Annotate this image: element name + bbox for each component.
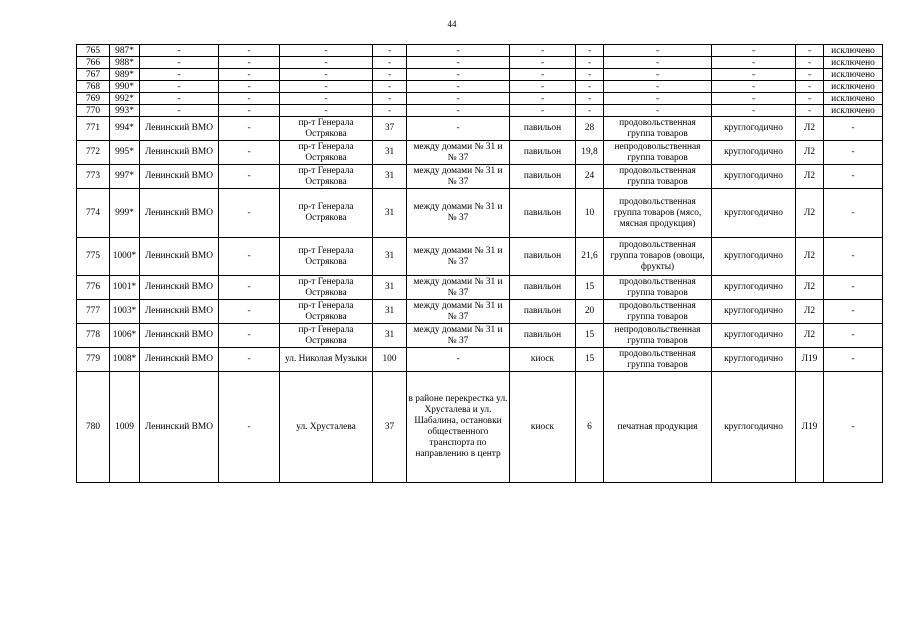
locality: - bbox=[219, 105, 280, 117]
period: круглогодично bbox=[712, 324, 796, 348]
row-number: 778 bbox=[77, 324, 110, 348]
scheme-code: Л2 bbox=[796, 189, 824, 238]
district: Ленинский ВМО bbox=[140, 300, 219, 324]
object-number: 994* bbox=[110, 117, 140, 141]
landmark: - bbox=[407, 81, 510, 93]
area: 15 bbox=[576, 348, 604, 372]
house: 100 bbox=[373, 348, 407, 372]
scheme-code: Л2 bbox=[796, 324, 824, 348]
landmark: - bbox=[407, 93, 510, 105]
area: 15 bbox=[576, 276, 604, 300]
district: - bbox=[140, 93, 219, 105]
landmark: - bbox=[407, 57, 510, 69]
area: 24 bbox=[576, 165, 604, 189]
house: - bbox=[373, 45, 407, 57]
period: круглогодично bbox=[712, 372, 796, 483]
house: - bbox=[373, 105, 407, 117]
object-number: 988* bbox=[110, 57, 140, 69]
street: пр-т Генерала Острякова bbox=[280, 238, 373, 276]
street: - bbox=[280, 105, 373, 117]
table-row bbox=[77, 105, 883, 117]
object-type: киоск bbox=[510, 348, 576, 372]
house: 31 bbox=[373, 141, 407, 165]
district: Ленинский ВМО bbox=[140, 117, 219, 141]
object-type: - bbox=[510, 105, 576, 117]
specialization: - bbox=[604, 81, 712, 93]
scheme-code: - bbox=[796, 57, 824, 69]
object-type: павильон bbox=[510, 117, 576, 141]
specialization: непродовольственная группа товаров bbox=[604, 141, 712, 165]
table-row bbox=[77, 238, 883, 276]
locality: - bbox=[219, 69, 280, 81]
specialization: - bbox=[604, 69, 712, 81]
page-number: 44 bbox=[447, 19, 457, 29]
row-number: 766 bbox=[77, 57, 110, 69]
street: - bbox=[280, 57, 373, 69]
area: 20 bbox=[576, 300, 604, 324]
period: круглогодично bbox=[712, 300, 796, 324]
period: - bbox=[712, 105, 796, 117]
period: круглогодично bbox=[712, 348, 796, 372]
note: - bbox=[824, 117, 883, 141]
table-row bbox=[77, 348, 883, 372]
table-row bbox=[77, 117, 883, 141]
note: - bbox=[824, 141, 883, 165]
scheme-code: - bbox=[796, 45, 824, 57]
note: - bbox=[824, 324, 883, 348]
object-type: павильон bbox=[510, 189, 576, 238]
object-number: 993* bbox=[110, 105, 140, 117]
specialization: - bbox=[604, 105, 712, 117]
street: - bbox=[280, 45, 373, 57]
note: - bbox=[824, 348, 883, 372]
note: исключено bbox=[824, 69, 883, 81]
scheme-code: Л2 bbox=[796, 238, 824, 276]
object-number: 997* bbox=[110, 165, 140, 189]
house: 31 bbox=[373, 276, 407, 300]
object-type: павильон bbox=[510, 300, 576, 324]
note: - bbox=[824, 165, 883, 189]
landmark: - bbox=[407, 69, 510, 81]
note: - bbox=[824, 189, 883, 238]
object-number: 1006* bbox=[110, 324, 140, 348]
locality: - bbox=[219, 324, 280, 348]
object-type: - bbox=[510, 81, 576, 93]
object-number: 1001* bbox=[110, 276, 140, 300]
specialization: продовольственная группа товаров bbox=[604, 348, 712, 372]
house: - bbox=[373, 93, 407, 105]
area: 28 bbox=[576, 117, 604, 141]
table-row bbox=[77, 141, 883, 165]
landmark: между домами № 31 и № 37 bbox=[407, 324, 510, 348]
object-number: 990* bbox=[110, 81, 140, 93]
object-type: - bbox=[510, 69, 576, 81]
row-number: 780 bbox=[77, 372, 110, 483]
street: пр-т Генерала Острякова bbox=[280, 141, 373, 165]
district: Ленинский ВМО bbox=[140, 372, 219, 483]
landmark: между домами № 31 и № 37 bbox=[407, 165, 510, 189]
period: круглогодично bbox=[712, 238, 796, 276]
row-number: 767 bbox=[77, 69, 110, 81]
area: - bbox=[576, 105, 604, 117]
house: - bbox=[373, 81, 407, 93]
period: круглогодично bbox=[712, 165, 796, 189]
landmark: - bbox=[407, 348, 510, 372]
registry-table bbox=[76, 44, 883, 483]
object-type: - bbox=[510, 57, 576, 69]
object-type: павильон bbox=[510, 165, 576, 189]
scheme-code: - bbox=[796, 93, 824, 105]
object-type: павильон bbox=[510, 238, 576, 276]
table-row bbox=[77, 45, 883, 57]
landmark: между домами № 31 и № 37 bbox=[407, 189, 510, 238]
street: пр-т Генерала Острякова bbox=[280, 189, 373, 238]
period: круглогодично bbox=[712, 141, 796, 165]
specialization: - bbox=[604, 45, 712, 57]
locality: - bbox=[219, 57, 280, 69]
locality: - bbox=[219, 117, 280, 141]
period: круглогодично bbox=[712, 276, 796, 300]
district: Ленинский ВМО bbox=[140, 189, 219, 238]
table-row bbox=[77, 81, 883, 93]
note: исключено bbox=[824, 93, 883, 105]
specialization: продовольственная группа товаров (мясо, мясная продукция) bbox=[604, 189, 712, 238]
scheme-code: Л2 bbox=[796, 300, 824, 324]
table-row bbox=[77, 57, 883, 69]
scheme-code: - bbox=[796, 81, 824, 93]
house: 37 bbox=[373, 372, 407, 483]
specialization: - bbox=[604, 93, 712, 105]
street: ул. Хрусталева bbox=[280, 372, 373, 483]
house: 37 bbox=[373, 117, 407, 141]
district: Ленинский ВМО bbox=[140, 348, 219, 372]
object-type: киоск bbox=[510, 372, 576, 483]
house: 31 bbox=[373, 238, 407, 276]
table-row bbox=[77, 300, 883, 324]
locality: - bbox=[219, 141, 280, 165]
row-number: 774 bbox=[77, 189, 110, 238]
locality: - bbox=[219, 348, 280, 372]
landmark: между домами № 31 и № 37 bbox=[407, 238, 510, 276]
locality: - bbox=[219, 165, 280, 189]
object-type: павильон bbox=[510, 141, 576, 165]
row-number: 777 bbox=[77, 300, 110, 324]
object-type: павильон bbox=[510, 324, 576, 348]
area: 15 bbox=[576, 324, 604, 348]
note: - bbox=[824, 372, 883, 483]
district: Ленинский ВМО bbox=[140, 276, 219, 300]
object-number: 1008* bbox=[110, 348, 140, 372]
area: - bbox=[576, 69, 604, 81]
object-number: 987* bbox=[110, 45, 140, 57]
period: - bbox=[712, 81, 796, 93]
note: исключено bbox=[824, 57, 883, 69]
row-number: 773 bbox=[77, 165, 110, 189]
object-number: 1003* bbox=[110, 300, 140, 324]
scheme-code: Л19 bbox=[796, 348, 824, 372]
area: - bbox=[576, 57, 604, 69]
scheme-code: Л19 bbox=[796, 372, 824, 483]
district: Ленинский ВМО bbox=[140, 324, 219, 348]
object-number: 989* bbox=[110, 69, 140, 81]
table-row bbox=[77, 93, 883, 105]
landmark: между домами № 31 и № 37 bbox=[407, 276, 510, 300]
object-number: 1009 bbox=[110, 372, 140, 483]
street: - bbox=[280, 81, 373, 93]
area: 21,6 bbox=[576, 238, 604, 276]
area: - bbox=[576, 81, 604, 93]
district: - bbox=[140, 57, 219, 69]
landmark: - bbox=[407, 105, 510, 117]
district: - bbox=[140, 81, 219, 93]
table-row bbox=[77, 69, 883, 81]
note: - bbox=[824, 238, 883, 276]
note: - bbox=[824, 300, 883, 324]
district: - bbox=[140, 45, 219, 57]
area: 10 bbox=[576, 189, 604, 238]
locality: - bbox=[219, 300, 280, 324]
locality: - bbox=[219, 372, 280, 483]
row-number: 770 bbox=[77, 105, 110, 117]
specialization: продовольственная группа товаров bbox=[604, 165, 712, 189]
scheme-code: Л2 bbox=[796, 141, 824, 165]
row-number: 772 bbox=[77, 141, 110, 165]
locality: - bbox=[219, 238, 280, 276]
row-number: 765 bbox=[77, 45, 110, 57]
period: круглогодично bbox=[712, 189, 796, 238]
object-number: 1000* bbox=[110, 238, 140, 276]
period: - bbox=[712, 57, 796, 69]
object-number: 992* bbox=[110, 93, 140, 105]
period: круглогодично bbox=[712, 117, 796, 141]
row-number: 779 bbox=[77, 348, 110, 372]
house: 31 bbox=[373, 165, 407, 189]
object-type: павильон bbox=[510, 276, 576, 300]
object-number: 995* bbox=[110, 141, 140, 165]
note: исключено bbox=[824, 45, 883, 57]
period: - bbox=[712, 45, 796, 57]
district: Ленинский ВМО bbox=[140, 238, 219, 276]
landmark: - bbox=[407, 45, 510, 57]
specialization: продовольственная группа товаров bbox=[604, 276, 712, 300]
locality: - bbox=[219, 276, 280, 300]
street: ул. Николая Музыки bbox=[280, 348, 373, 372]
specialization: продовольственная группа товаров bbox=[604, 117, 712, 141]
house: 31 bbox=[373, 189, 407, 238]
scheme-code: Л2 bbox=[796, 117, 824, 141]
scheme-code: Л2 bbox=[796, 165, 824, 189]
district: Ленинский ВМО bbox=[140, 141, 219, 165]
area: 6 bbox=[576, 372, 604, 483]
street: пр-т Генерала Острякова bbox=[280, 300, 373, 324]
period: - bbox=[712, 93, 796, 105]
landmark: между домами № 31 и № 37 bbox=[407, 300, 510, 324]
table-row bbox=[77, 324, 883, 348]
street: пр-т Генерала Острякова bbox=[280, 324, 373, 348]
object-type: - bbox=[510, 93, 576, 105]
area: 19,8 bbox=[576, 141, 604, 165]
landmark: - bbox=[407, 117, 510, 141]
street: - bbox=[280, 69, 373, 81]
district: - bbox=[140, 105, 219, 117]
row-number: 775 bbox=[77, 238, 110, 276]
specialization: печатная продукция bbox=[604, 372, 712, 483]
locality: - bbox=[219, 189, 280, 238]
house: 31 bbox=[373, 300, 407, 324]
house: - bbox=[373, 69, 407, 81]
specialization: продовольственная группа товаров (овощи, фрукты) bbox=[604, 238, 712, 276]
scheme-code: Л2 bbox=[796, 276, 824, 300]
house: - bbox=[373, 57, 407, 69]
district: Ленинский ВМО bbox=[140, 165, 219, 189]
scheme-code: - bbox=[796, 69, 824, 81]
street: - bbox=[280, 93, 373, 105]
scheme-code: - bbox=[796, 105, 824, 117]
note: - bbox=[824, 276, 883, 300]
landmark: между домами № 31 и № 37 bbox=[407, 141, 510, 165]
object-number: 999* bbox=[110, 189, 140, 238]
specialization: продовольственная группа товаров bbox=[604, 300, 712, 324]
note: исключено bbox=[824, 105, 883, 117]
street: пр-т Генерала Острякова bbox=[280, 165, 373, 189]
row-number: 771 bbox=[77, 117, 110, 141]
street: пр-т Генерала Острякова bbox=[280, 117, 373, 141]
table-row bbox=[77, 165, 883, 189]
street: пр-т Генерала Острякова bbox=[280, 276, 373, 300]
note: исключено bbox=[824, 81, 883, 93]
row-number: 768 bbox=[77, 81, 110, 93]
district: - bbox=[140, 69, 219, 81]
area: - bbox=[576, 93, 604, 105]
landmark: в районе перекрестка ул. Хрусталева и ул. Шабалина, остановки общественного транспорта по направлению в центр bbox=[407, 372, 510, 483]
object-type: - bbox=[510, 45, 576, 57]
house: 31 bbox=[373, 324, 407, 348]
specialization: непродовольственная группа товаров bbox=[604, 324, 712, 348]
locality: - bbox=[219, 93, 280, 105]
table-row bbox=[77, 276, 883, 300]
locality: - bbox=[219, 81, 280, 93]
table-row bbox=[77, 189, 883, 238]
locality: - bbox=[219, 45, 280, 57]
area: - bbox=[576, 45, 604, 57]
table-row bbox=[77, 372, 883, 483]
row-number: 769 bbox=[77, 93, 110, 105]
row-number: 776 bbox=[77, 276, 110, 300]
period: - bbox=[712, 69, 796, 81]
specialization: - bbox=[604, 57, 712, 69]
